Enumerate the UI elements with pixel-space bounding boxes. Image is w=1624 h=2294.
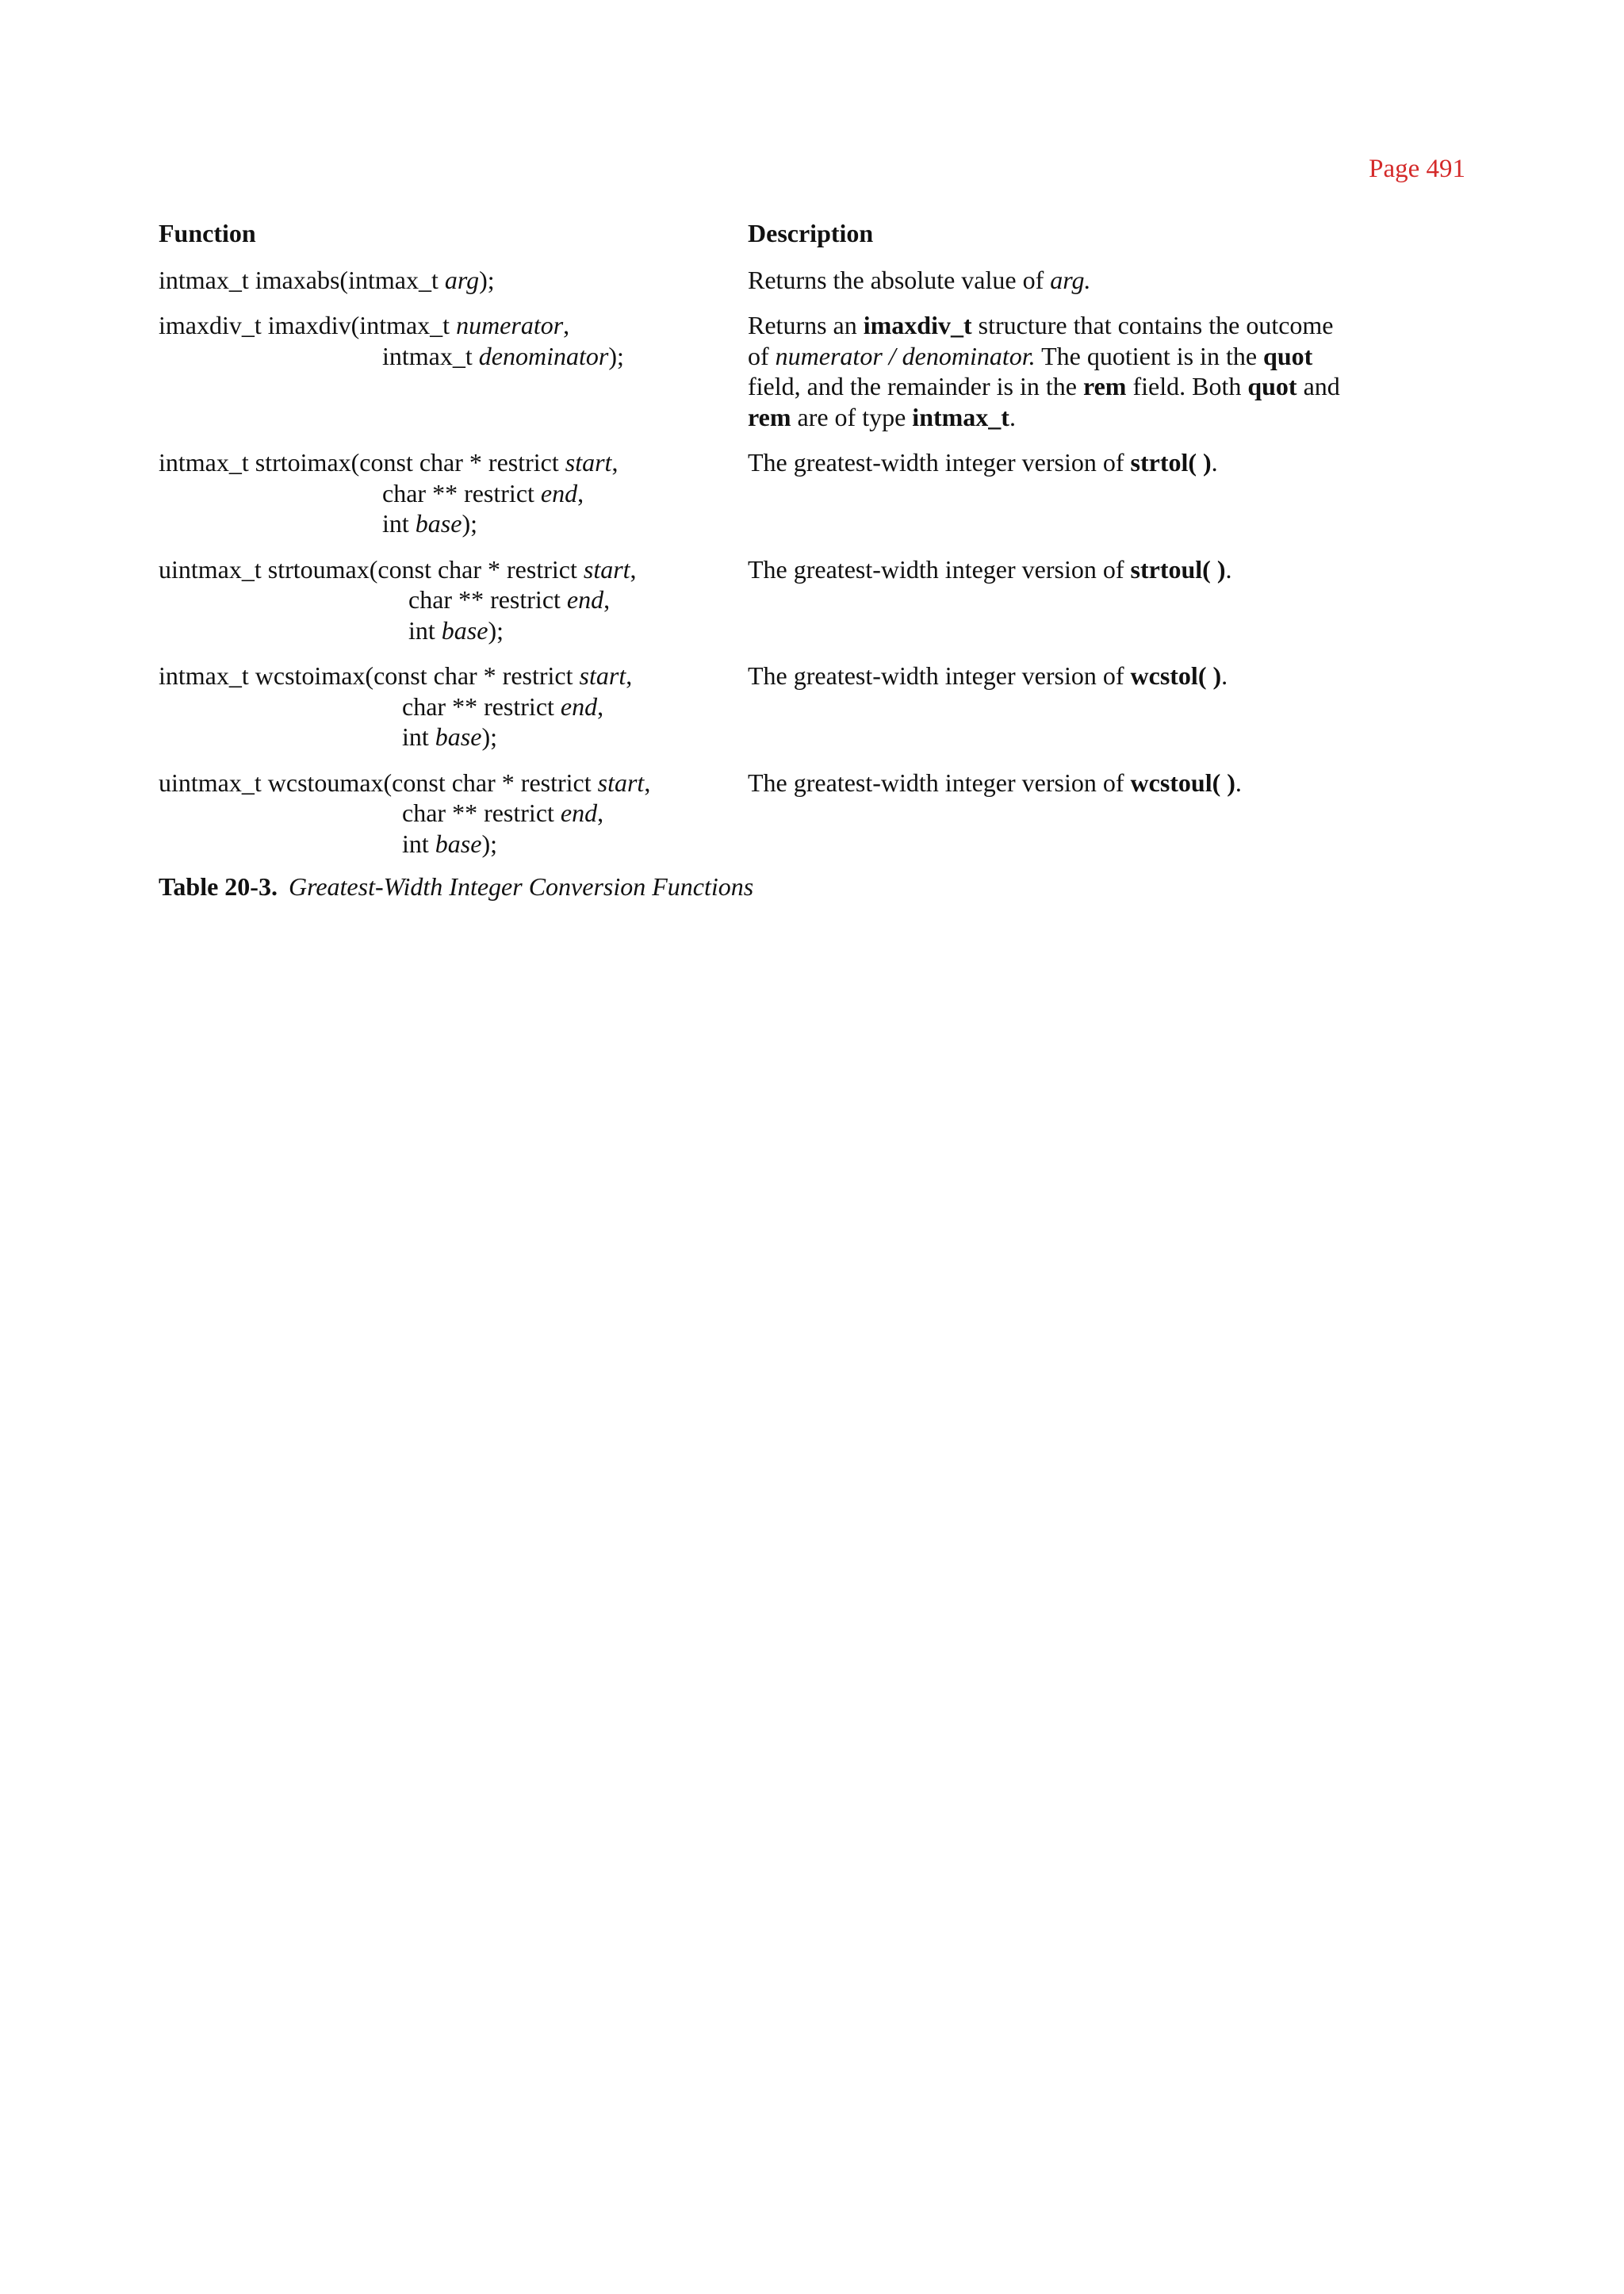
table-row [159, 661, 1396, 753]
function-description: Returns the absolute value of arg. [748, 265, 1091, 294]
table-row [159, 554, 1396, 646]
table-row [159, 447, 1396, 539]
header-function: Function [159, 219, 256, 247]
page-number: Page 491 [1369, 155, 1465, 183]
function-description: The greatest-width integer version of strtol( ). [748, 448, 1218, 477]
function-description: The greatest-width integer version of wcstol( ). [748, 661, 1228, 690]
function-description: Returns an imaxdiv_t structure that contains the outcome of numerator / denominator. The quotient is in the quot field, and the remainder is in the rem field. Both quot and rem are of type intmax_t. [748, 311, 1340, 431]
function-description: The greatest-width integer version of wcstoul( ). [748, 768, 1242, 797]
table-header-row [159, 218, 1396, 249]
function-signature: intmax_t imaxabs(intmax_t arg); [159, 265, 495, 294]
table-row [159, 768, 1396, 860]
table-caption [159, 872, 753, 902]
header-description: Description [748, 219, 874, 247]
caption-number: Table 20-3. [159, 872, 278, 901]
function-signature: intmax_t wcstoimax(const char * restrict start, char ** restrict end, int base); [159, 661, 633, 751]
function-signature: uintmax_t strtoumax(const char * restrict start, char ** restrict end, int base); [159, 554, 637, 645]
table-row [159, 265, 1396, 296]
function-description: The greatest-width integer version of strtoul( ). [748, 554, 1232, 584]
caption-title: Greatest-Width Integer Conversion Functions [288, 872, 754, 901]
function-signature: imaxdiv_t imaxdiv(intmax_t numerator, intmax_t denominator); [159, 311, 624, 370]
function-table [159, 218, 1396, 874]
function-signature: intmax_t strtoimax(const char * restrict start, char ** restrict end, int base); [159, 448, 619, 538]
table-row [159, 310, 1396, 432]
function-signature: uintmax_t wcstoumax(const char * restrict start, char ** restrict end, int base); [159, 768, 651, 858]
